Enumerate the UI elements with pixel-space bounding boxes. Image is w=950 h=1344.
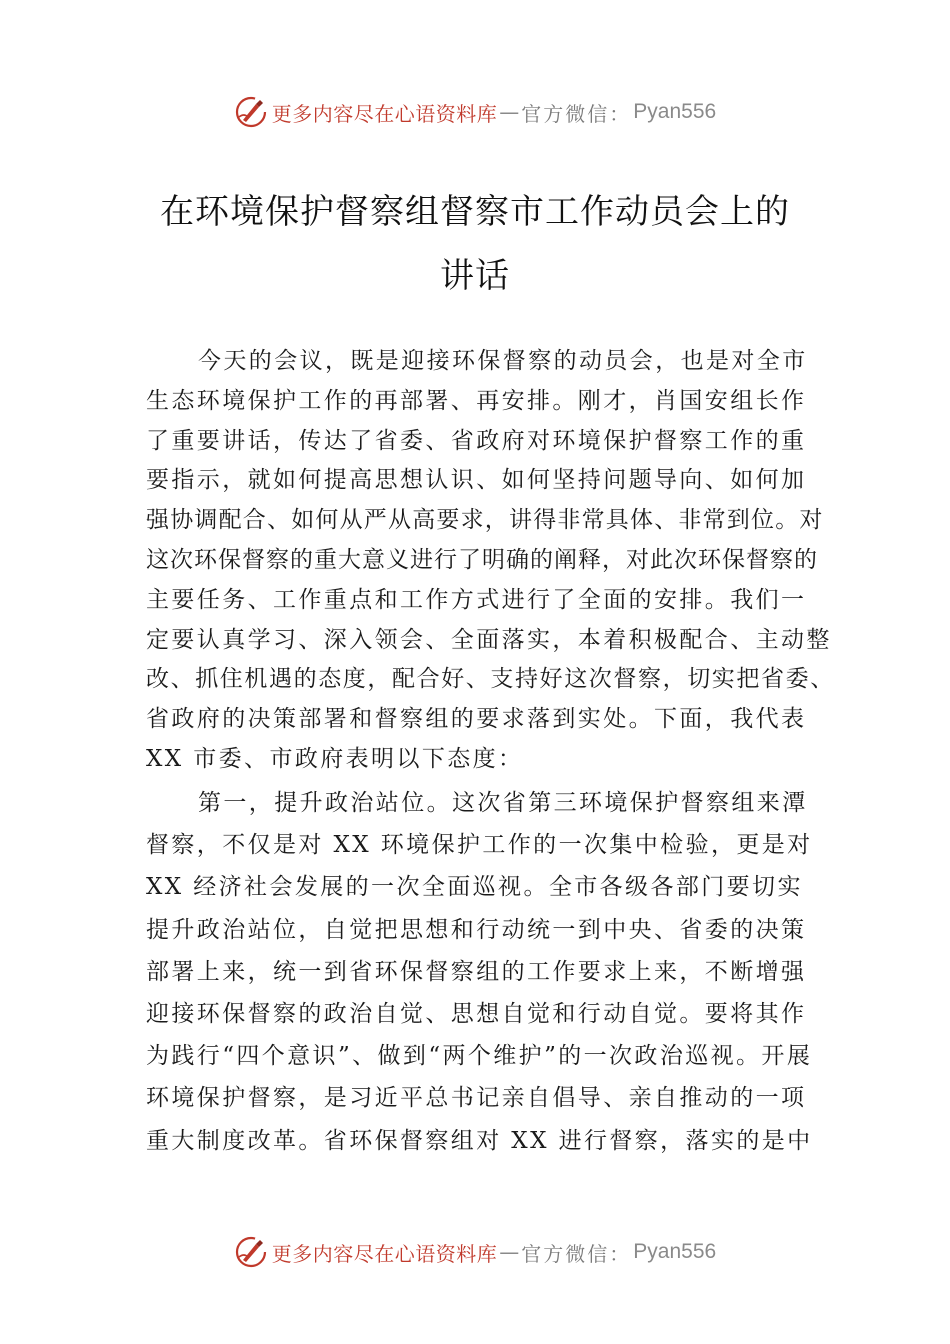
- paragraph-line: 这次环保督察的重大意义进行了明确的阐释，对此次环保督察的: [146, 546, 818, 573]
- pen-circle-logo-icon: [234, 1235, 268, 1269]
- paragraph-line: 环境保护督察，是习近平总书记亲自倡导、亲自推动的一项: [146, 1085, 807, 1112]
- banner-text: 更多内容尽在心语资料库: [271, 101, 498, 126]
- document-title: [0, 180, 950, 308]
- paragraph-line: 改、抓住机遇的态度，配合好、支持好这次督察，切实把省委、: [146, 666, 835, 693]
- paragraph-line: 今天的会议，既是迎接环保督察的动员会，也是对全市: [198, 348, 808, 374]
- banner-wechat-label: 官方微信：: [521, 1241, 632, 1266]
- paragraph-line: 为践行“四个意识”、做到“两个维护”的一次政治巡视。开展: [146, 1043, 813, 1070]
- paragraph-line: XX 经济社会发展的一次全面巡视。全市各级各部门要切实: [146, 874, 803, 901]
- banner-separator: —: [499, 1240, 520, 1264]
- paragraph-line: 强协调配合、如何从严从高要求，讲得非常具体、非常到位。对: [146, 507, 824, 534]
- watermark-banner-top: [0, 90, 950, 134]
- paragraph-line: 部署上来，统一到省环保督察组的工作要求上来，不断增强: [146, 958, 807, 985]
- banner-wechat-id: Pyan556: [633, 100, 717, 123]
- title-line-1: 在环境保护督察组督察市工作动员会上的: [160, 192, 790, 232]
- banner-wechat-label: 官方微信：: [521, 101, 632, 126]
- paragraph-line: XX 市委、市政府表明以下态度：: [146, 745, 524, 772]
- paragraph-line: 生态环境保护工作的再部署、再安排。刚才，肖国安组长作: [146, 387, 807, 414]
- banner-separator: —: [499, 100, 520, 124]
- paragraph-line: 定要认真学习、深入领会、全面落实，本着积极配合、主动整: [146, 626, 832, 653]
- paragraph-2: [146, 782, 832, 1162]
- title-line-2: 讲话: [440, 256, 510, 296]
- paragraph-line: 迎接环保督察的政治自觉、思想自觉和行动自觉。要将其作: [146, 1001, 807, 1028]
- paragraph-line: 要指示，就如何提高思想认识、如何坚持问题导向、如何加: [146, 467, 807, 494]
- banner-wechat-id: Pyan556: [633, 1240, 717, 1263]
- paragraph-line: 第一，提升政治站位。这次省第三环境保护督察组来潭: [198, 790, 808, 816]
- paragraph-line: 了重要讲话，传达了省委、省政府对环境保护督察工作的重: [146, 427, 807, 454]
- paragraph-1: [146, 342, 835, 780]
- paragraph-line: 主要任务、工作重点和工作方式进行了全面的安排。我们一: [146, 586, 807, 613]
- watermark-banner-bottom: [0, 1230, 950, 1274]
- paragraph-line: 省政府的决策部署和督察组的要求落到实处。下面，我代表: [146, 706, 807, 733]
- paragraph-line: 重大制度改革。省环保督察组对 XX 进行督察，落实的是中: [146, 1127, 813, 1154]
- banner-text: 更多内容尽在心语资料库: [271, 1241, 498, 1266]
- paragraph-line: 督察，不仅是对 XX 环境保护工作的一次集中检验，更是对: [146, 832, 813, 859]
- paragraph-line: 提升政治站位，自觉把思想和行动统一到中央、省委的决策: [146, 916, 807, 943]
- pen-circle-logo-icon: [234, 95, 268, 129]
